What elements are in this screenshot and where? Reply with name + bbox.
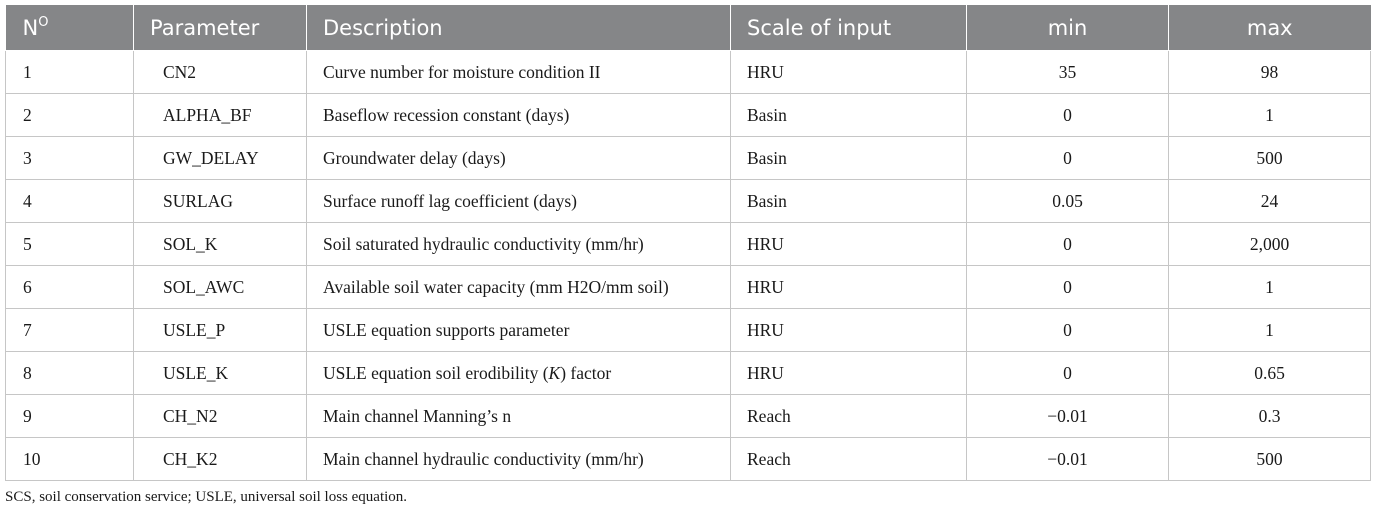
table-row	[6, 266, 1371, 309]
table-row	[6, 137, 1371, 180]
cell-min: −0.01	[967, 438, 1169, 481]
header-no	[6, 5, 134, 51]
table-row	[6, 180, 1371, 223]
cell-parameter: CN2	[134, 51, 307, 94]
cell-parameter: SOL_AWC	[134, 266, 307, 309]
cell-description	[307, 266, 731, 309]
cell-max: 0.3	[1169, 395, 1371, 438]
cell-parameter: SURLAG	[134, 180, 307, 223]
header-row	[6, 5, 1371, 51]
cell-no: 7	[6, 309, 134, 352]
cell-description	[307, 51, 731, 94]
cell-no: 9	[6, 395, 134, 438]
header-no-superscript: O	[38, 15, 49, 30]
cell-description	[307, 352, 731, 395]
header-max: max	[1169, 5, 1371, 51]
cell-scale: Reach	[731, 438, 967, 481]
description-text: Main channel Manning’s n	[323, 405, 512, 426]
cell-description	[307, 223, 731, 266]
parameter-table-container	[5, 5, 1370, 481]
cell-max: 0.65	[1169, 352, 1371, 395]
cell-min: 0	[967, 266, 1169, 309]
cell-description	[307, 137, 731, 180]
cell-max: 500	[1169, 438, 1371, 481]
cell-scale: Basin	[731, 137, 967, 180]
cell-min: 0	[967, 352, 1169, 395]
cell-no: 4	[6, 180, 134, 223]
description-text: Baseflow recession constant (days)	[323, 104, 570, 125]
cell-max: 24	[1169, 180, 1371, 223]
cell-scale: HRU	[731, 266, 967, 309]
cell-no: 2	[6, 94, 134, 137]
description-text: USLE equation soil erodibility (	[323, 362, 549, 383]
parameter-table	[5, 5, 1371, 481]
cell-description	[307, 94, 731, 137]
description-text: Main channel hydraulic conductivity (mm/hr)	[323, 448, 644, 469]
cell-scale: HRU	[731, 51, 967, 94]
cell-no: 1	[6, 51, 134, 94]
description-text: Surface runoff lag coefficient (days)	[323, 190, 577, 211]
cell-max: 1	[1169, 94, 1371, 137]
cell-description	[307, 309, 731, 352]
cell-parameter: GW_DELAY	[134, 137, 307, 180]
cell-no: 3	[6, 137, 134, 180]
cell-min: 0	[967, 223, 1169, 266]
table-row	[6, 309, 1371, 352]
header-description: Description	[307, 5, 731, 51]
description-text: USLE equation supports parameter	[323, 319, 570, 340]
table-footnote: SCS, soil conservation service; USLE, universal soil loss equation.	[5, 489, 408, 505]
cell-parameter: USLE_P	[134, 309, 307, 352]
cell-parameter: ALPHA_BF	[134, 94, 307, 137]
description-text: ) factor	[560, 362, 612, 383]
cell-scale: Basin	[731, 94, 967, 137]
description-text: Available soil water capacity (mm H2O/mm soil)	[323, 276, 669, 297]
cell-parameter: CH_N2	[134, 395, 307, 438]
cell-min: 35	[967, 51, 1169, 94]
table-body	[6, 51, 1371, 481]
cell-scale: HRU	[731, 223, 967, 266]
table-row	[6, 51, 1371, 94]
table-row	[6, 438, 1371, 481]
table-row	[6, 94, 1371, 137]
cell-max: 98	[1169, 51, 1371, 94]
cell-max: 1	[1169, 266, 1371, 309]
cell-scale: Basin	[731, 180, 967, 223]
cell-min: 0	[967, 94, 1169, 137]
cell-parameter: CH_K2	[134, 438, 307, 481]
header-min: min	[967, 5, 1169, 51]
cell-description	[307, 438, 731, 481]
cell-scale: Reach	[731, 395, 967, 438]
cell-max: 2,000	[1169, 223, 1371, 266]
table-row	[6, 223, 1371, 266]
table-row	[6, 395, 1371, 438]
description-text: Soil saturated hydraulic conductivity (mm/hr)	[323, 233, 644, 254]
cell-min: −0.01	[967, 395, 1169, 438]
cell-min: 0	[967, 137, 1169, 180]
table-row	[6, 352, 1371, 395]
cell-description	[307, 180, 731, 223]
cell-max: 500	[1169, 137, 1371, 180]
table-header	[6, 5, 1371, 51]
cell-no: 10	[6, 438, 134, 481]
cell-scale: HRU	[731, 309, 967, 352]
description-text: Groundwater delay (days)	[323, 147, 506, 168]
header-parameter: Parameter	[134, 5, 307, 51]
header-no-text: N	[22, 16, 39, 40]
cell-no: 5	[6, 223, 134, 266]
cell-parameter: USLE_K	[134, 352, 307, 395]
cell-min: 0	[967, 309, 1169, 352]
cell-description	[307, 395, 731, 438]
cell-parameter: SOL_K	[134, 223, 307, 266]
cell-scale: HRU	[731, 352, 967, 395]
cell-min: 0.05	[967, 180, 1169, 223]
cell-max: 1	[1169, 309, 1371, 352]
cell-no: 8	[6, 352, 134, 395]
description-italic-symbol: K	[548, 362, 561, 383]
header-scale: Scale of input	[731, 5, 967, 51]
description-text: Curve number for moisture condition II	[323, 61, 601, 82]
cell-no: 6	[6, 266, 134, 309]
